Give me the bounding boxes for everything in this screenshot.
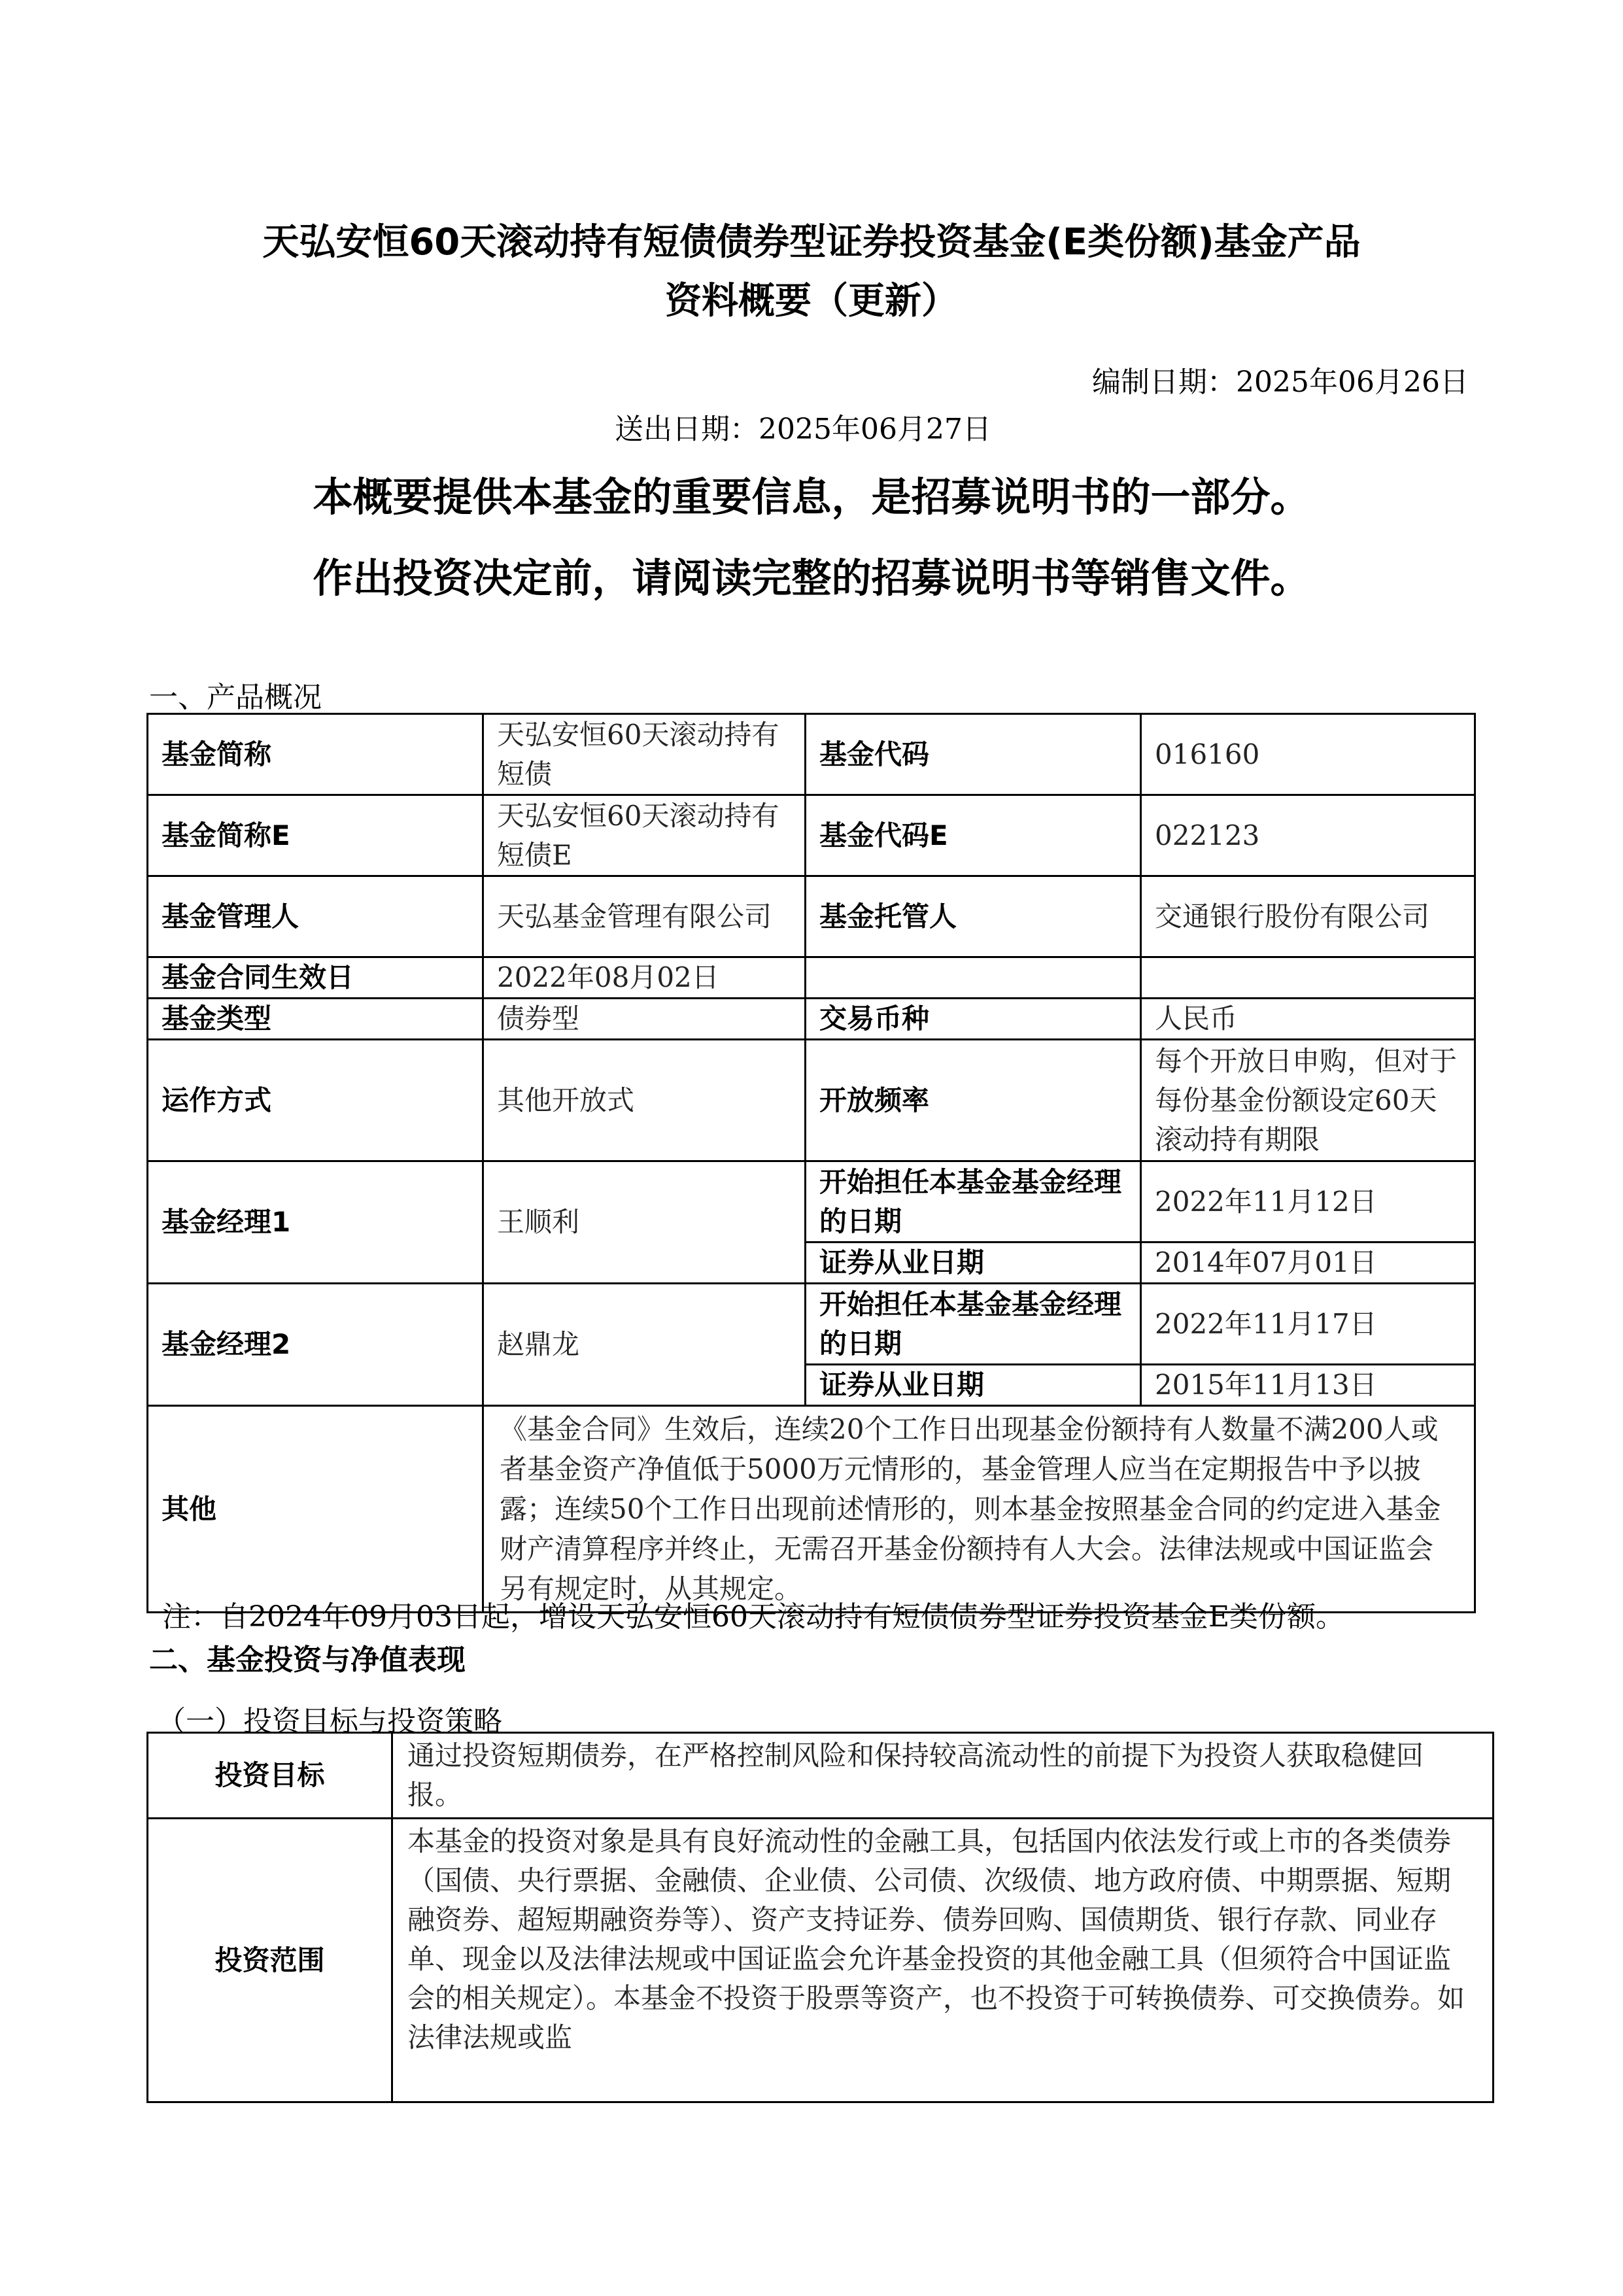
section1-heading: 一、产品概况 [149, 681, 322, 714]
compile-date: 编制日期：2025年06月26日 [1092, 366, 1469, 399]
cell-label: 基金经理1 [148, 1161, 483, 1284]
table-row [148, 1733, 1494, 1819]
investment-objective-text: 通过投资短期债券，在严格控制风险和保持较高流动性的前提下为投资人获取稳健回报。 [392, 1733, 1494, 1819]
product-overview-table [146, 713, 1476, 1613]
table-row [148, 1406, 1475, 1613]
investment-strategy-table [146, 1732, 1494, 2103]
table-row [148, 1819, 1494, 2102]
cell-label: 基金代码E [806, 795, 1141, 876]
table-row [148, 1040, 1475, 1161]
manager-start-date: 2022年11月17日 [1141, 1284, 1475, 1365]
trading-currency: 人民币 [1141, 999, 1475, 1040]
cell-label: 开始担任本基金基金经理的日期 [806, 1161, 1141, 1242]
table-row [148, 999, 1475, 1040]
cell-label: 证券从业日期 [806, 1365, 1141, 1406]
footnote: 注：自2024年09月03日起，增设天弘安恒60天滚动持有短债债券型证券投资基金E类份额。 [162, 1600, 1345, 1634]
cell-label: 证券从业日期 [806, 1242, 1141, 1284]
cell-label: 基金代码 [806, 714, 1141, 795]
cell-label: 基金类型 [148, 999, 483, 1040]
notice-line-2: 作出投资决定前，请阅读完整的招募说明书等销售文件。 [313, 555, 1310, 602]
manager-start-date: 2022年11月12日 [1141, 1161, 1475, 1242]
table-row [148, 1284, 1475, 1365]
send-date: 送出日期：2025年06月27日 [615, 413, 991, 446]
open-frequency: 每个开放日申购，但对于每份基金份额设定60天滚动持有期限 [1141, 1040, 1475, 1161]
document-title [131, 213, 1492, 331]
cell-label: 基金托管人 [806, 876, 1141, 957]
empty-cell [806, 957, 1141, 999]
cell-label: 基金管理人 [148, 876, 483, 957]
cell-label: 运作方式 [148, 1040, 483, 1161]
empty-cell [1141, 957, 1475, 999]
contract-effective-date: 2022年08月02日 [483, 957, 806, 999]
cell-label: 基金简称E [148, 795, 483, 876]
fund-short-name: 天弘安恒60天滚动持有短债 [483, 714, 806, 795]
manager-career-date: 2014年07月01日 [1141, 1242, 1475, 1284]
cell-label: 投资范围 [148, 1819, 392, 2102]
notice-line-1: 本概要提供本基金的重要信息，是招募说明书的一部分。 [313, 474, 1310, 521]
investment-scope-text: 本基金的投资对象是具有良好流动性的金融工具，包括国内依法发行或上市的各类债券（国债、央行票据、金融债、企业债、公司债、次级债、地方政府债、中期票据、短期融资券、超短期融资券等）、资产支持证券、债券回购、国债期货、银行存款、同业存单、现金以及法律法规或中国证监会允许基金投资的其他金融工具（但须符合中国证监会的相关规定）。本基金不投资于股票等资产，也不投资于可转换债券、可交换债券。如法律法规或监 [392, 1819, 1494, 2102]
table-row [148, 1161, 1475, 1242]
table-row [148, 876, 1475, 957]
table-row [148, 795, 1475, 876]
operation-mode: 其他开放式 [483, 1040, 806, 1161]
fund-code-e: 022123 [1141, 795, 1475, 876]
other-text: 《基金合同》生效后，连续20个工作日出现基金份额持有人数量不满200人或者基金资产净值低于5000万元情形的，基金管理人应当在定期报告中予以披露；连续50个工作日出现前述情形的，则本基金按照基金合同的约定进入基金财产清算程序并终止，无需召开基金份额持有人大会。法律法规或中国证监会另有规定时，从其规定。 [483, 1406, 1475, 1613]
cell-label: 投资目标 [148, 1733, 392, 1819]
fund-type: 债券型 [483, 999, 806, 1040]
cell-label: 开始担任本基金基金经理的日期 [806, 1284, 1141, 1365]
fund-code: 016160 [1141, 714, 1475, 795]
section2-heading: 二、基金投资与净值表现 [149, 1643, 466, 1677]
cell-label: 基金简称 [148, 714, 483, 795]
cell-label: 其他 [148, 1406, 483, 1613]
cell-label: 开放频率 [806, 1040, 1141, 1161]
cell-label: 基金合同生效日 [148, 957, 483, 999]
fund-custodian: 交通银行股份有限公司 [1141, 876, 1475, 957]
cell-label: 基金经理2 [148, 1284, 483, 1406]
manager-name: 王顺利 [483, 1161, 806, 1284]
manager-career-date: 2015年11月13日 [1141, 1365, 1475, 1406]
section2-subheading: （一）投资目标与投资策略 [157, 1705, 502, 1738]
title-line-1: 天弘安恒60天滚动持有短债债券型证券投资基金(E类份额)基金产品 [262, 221, 1361, 264]
fund-short-name-e: 天弘安恒60天滚动持有短债E [483, 795, 806, 876]
manager-name: 赵鼎龙 [483, 1284, 806, 1406]
table-row [148, 714, 1475, 795]
cell-label: 交易币种 [806, 999, 1141, 1040]
fund-manager-company: 天弘基金管理有限公司 [483, 876, 806, 957]
title-line-2: 资料概要（更新） [665, 280, 958, 322]
table-row [148, 957, 1475, 999]
